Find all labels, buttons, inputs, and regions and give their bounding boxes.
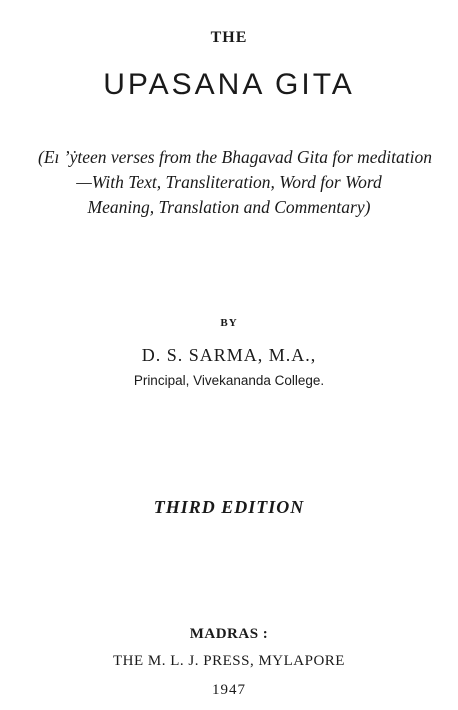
publisher-press: THE M. L. J. PRESS, MYLAPORE <box>113 653 345 669</box>
edition-label: THIRD EDITION <box>153 497 305 517</box>
book-title: UPASANA GITA <box>103 68 355 101</box>
subtitle-line-1: (Eı ʼẏteen verses from the Bhagavad Gita for meditation <box>38 147 432 167</box>
by-label: BY <box>220 317 238 329</box>
publisher-city: MADRAS : <box>189 626 269 642</box>
subtitle-line-3: Meaning, Translation and Commentary) <box>87 197 371 217</box>
pre-title: THE <box>210 29 248 46</box>
author-affiliation: Principal, Vivekananda College. <box>133 373 325 388</box>
publication-year: 1947 <box>212 682 246 698</box>
author-name: D. S. SARMA, M.A., <box>141 345 317 365</box>
subtitle-line-2: —With Text, Transliteration, Word for Word <box>76 172 382 192</box>
